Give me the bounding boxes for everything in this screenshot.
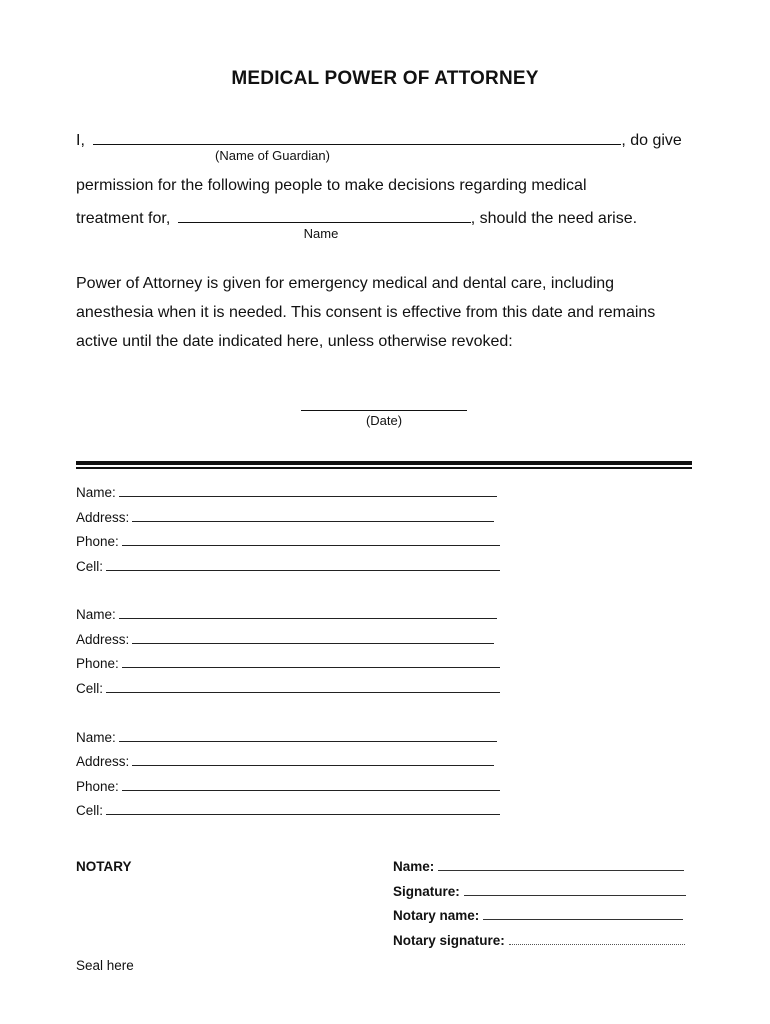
poa-line-2: anesthesia when it is needed. This consent is effective from this date and remains xyxy=(76,304,656,321)
date-caption: (Date) xyxy=(365,413,403,428)
signature-label: Signature: xyxy=(393,884,460,899)
notary-name-label: Name: xyxy=(393,859,435,874)
guardian-suffix: , do give xyxy=(621,132,682,149)
seal-label: Seal here xyxy=(76,958,134,973)
contact-1-phone-field xyxy=(76,534,500,549)
notary-signature-label: Notary signature: xyxy=(393,933,505,948)
document-title: MEDICAL POWER OF ATTORNEY xyxy=(231,68,539,89)
contact-1-phone-blank[interactable] xyxy=(122,535,500,546)
notary-signature-field xyxy=(393,933,685,948)
contact-address-label: Address: xyxy=(76,510,130,525)
contact-2-cell-field xyxy=(76,681,500,696)
contact-1-name-field xyxy=(76,485,497,500)
guardian-line xyxy=(76,130,682,150)
patient-name-caption: Name xyxy=(303,226,339,241)
notary-fullname-label: Notary name: xyxy=(393,908,480,923)
contact-2-name-blank[interactable] xyxy=(119,608,497,619)
contact-3-phone-blank[interactable] xyxy=(122,780,500,791)
contact-3-address-field xyxy=(76,754,494,769)
notary-signature-blank[interactable] xyxy=(509,934,685,945)
contact-2-address-blank[interactable] xyxy=(132,633,494,644)
contact-3-name-blank[interactable] xyxy=(119,731,497,742)
contact-1-address-field xyxy=(76,510,494,525)
date-blank[interactable] xyxy=(301,396,467,411)
divider-thick xyxy=(76,461,692,465)
divider-thin xyxy=(76,467,692,469)
guardian-name-blank[interactable] xyxy=(93,130,621,145)
notary-fullname-field xyxy=(393,908,683,923)
contact-phone-label: Phone: xyxy=(76,656,119,671)
contact-2-address-field xyxy=(76,632,494,647)
contact-cell-label: Cell: xyxy=(76,681,104,696)
contact-1-name-blank[interactable] xyxy=(119,486,497,497)
contact-1-cell-field xyxy=(76,559,500,574)
notary-heading: NOTARY xyxy=(76,859,132,874)
contact-3-cell-blank[interactable] xyxy=(106,804,500,815)
contact-phone-label: Phone: xyxy=(76,779,119,794)
notary-name-field xyxy=(393,859,684,874)
contact-name-label: Name: xyxy=(76,607,116,622)
contact-2-name-field xyxy=(76,607,497,622)
guardian-caption: (Name of Guardian) xyxy=(215,148,330,163)
contact-cell-label: Cell: xyxy=(76,559,104,574)
guardian-prefix: I, xyxy=(76,132,85,149)
treatment-line xyxy=(76,208,637,228)
permission-text: permission for the following people to make decisions regarding medical xyxy=(76,177,587,194)
notary-fullname-blank[interactable] xyxy=(483,909,683,920)
contact-3-phone-field xyxy=(76,779,500,794)
poa-line-3: active until the date indicated here, unless otherwise revoked: xyxy=(76,333,513,350)
treatment-suffix: , should the need arise. xyxy=(470,210,638,227)
contact-name-label: Name: xyxy=(76,730,116,745)
notary-name-blank[interactable] xyxy=(438,860,684,871)
contact-3-cell-field xyxy=(76,803,500,818)
contact-2-cell-blank[interactable] xyxy=(106,682,500,693)
contact-2-phone-field xyxy=(76,656,500,671)
contact-address-label: Address: xyxy=(76,632,130,647)
contact-3-address-blank[interactable] xyxy=(132,755,494,766)
contact-name-label: Name: xyxy=(76,485,116,500)
treatment-prefix: treatment for, xyxy=(76,210,171,227)
contact-phone-label: Phone: xyxy=(76,534,119,549)
patient-name-blank[interactable] xyxy=(178,208,471,223)
signature-field xyxy=(393,884,686,899)
poa-line-1: Power of Attorney is given for emergency medical and dental care, including xyxy=(76,275,615,292)
contact-1-address-blank[interactable] xyxy=(132,511,494,522)
signature-blank[interactable] xyxy=(464,885,686,896)
contact-1-cell-blank[interactable] xyxy=(106,560,500,571)
contact-address-label: Address: xyxy=(76,754,130,769)
contact-3-name-field xyxy=(76,730,497,745)
contact-cell-label: Cell: xyxy=(76,803,104,818)
contact-2-phone-blank[interactable] xyxy=(122,657,500,668)
